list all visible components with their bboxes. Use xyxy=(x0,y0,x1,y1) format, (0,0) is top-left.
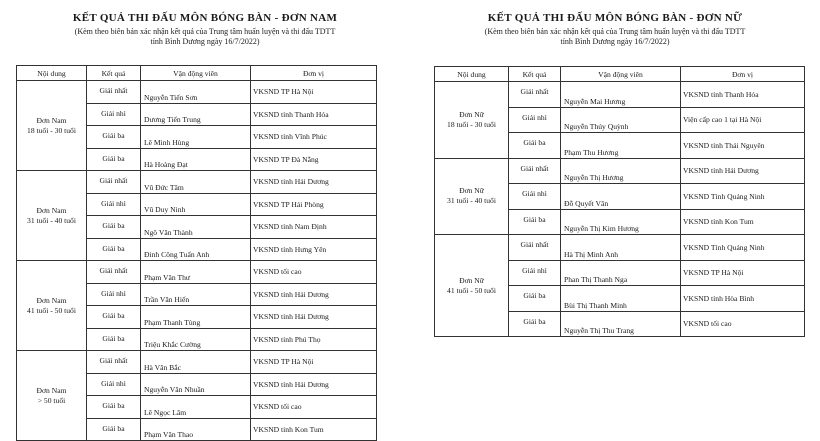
category-line1: Đơn Nam xyxy=(36,295,67,305)
women-subtitle-line2: tỉnh Bình Dương ngày 16/7/2022) xyxy=(560,37,670,46)
category-cell xyxy=(17,351,87,441)
result-cell: Giải ba xyxy=(87,126,141,149)
result-cell: Giải ba xyxy=(87,328,141,351)
result-cell: Giải nhất xyxy=(509,235,561,261)
category-line1: Đơn Nữ xyxy=(459,186,484,196)
category-line2: 18 tuổi - 30 tuổi xyxy=(27,125,76,135)
women-subtitle-line1: (Kèm theo biên bản xác nhận kết quả của Trung tâm huấn luyện và thi đấu TDTT xyxy=(484,27,746,36)
unit-cell: VKSND tỉnh Vĩnh Phúc xyxy=(251,126,377,149)
header-unit: Đơn vị xyxy=(681,67,805,82)
unit-cell: VKSND tỉnh Hải Dương xyxy=(251,283,377,306)
unit-cell: VKSND tỉnh Phú Thọ xyxy=(251,328,377,351)
table-row xyxy=(435,235,805,261)
athlete-cell: Nguyễn Văn Nhuần xyxy=(141,373,251,396)
header-content: Nội dung xyxy=(17,66,87,81)
unit-cell: VKSND tỉnh Kon Tum xyxy=(681,209,805,235)
category-line1: Đơn Nam xyxy=(36,385,67,395)
women-title: KẾT QUẢ THI ĐẤU MÔN BÓNG BÀN - ĐƠN NỮ xyxy=(487,12,743,24)
result-cell: Giải ba xyxy=(87,148,141,171)
athlete-cell: Nguyễn Thúy Quỳnh xyxy=(561,107,681,133)
athlete-cell: Hà Hoàng Đạt xyxy=(141,148,251,171)
unit-cell: VKSND tỉnh Thái Nguyên xyxy=(681,133,805,159)
unit-cell: VKSND tỉnh Hải Dương xyxy=(251,373,377,396)
result-cell: Giải ba xyxy=(509,311,561,337)
athlete-cell: Phạm Thu Hương xyxy=(561,133,681,159)
athlete-cell: Dương Tiến Trung xyxy=(141,103,251,126)
category-line1: Đơn Nữ xyxy=(459,109,484,119)
unit-cell: VKSND tỉnh Thanh Hóa xyxy=(251,103,377,126)
athlete-cell: Lê Ngọc Lâm xyxy=(141,396,251,419)
men-subtitle-line2: tỉnh Bình Dương ngày 16/7/2022) xyxy=(150,37,260,46)
result-cell: Giải nhì xyxy=(509,107,561,133)
result-cell: Giải ba xyxy=(509,133,561,159)
header-row xyxy=(435,67,805,82)
unit-cell: VKSND TP Hà Nội xyxy=(681,260,805,286)
athlete-cell: Vũ Đức Tâm xyxy=(141,171,251,194)
athlete-cell: Hà Văn Bắc xyxy=(141,351,251,374)
category-line2: 18 tuổi - 30 tuổi xyxy=(447,119,496,129)
header-content: Nội dung xyxy=(435,67,509,82)
header-athlete: Vận động viên xyxy=(141,66,251,81)
men-subtitle-line1: (Kèm theo biên bản xác nhận kết quả của Trung tâm huấn luyện và thi đấu TDTT xyxy=(74,27,336,36)
athlete-cell: Phan Thị Thanh Nga xyxy=(561,260,681,286)
unit-cell: VKSND Tỉnh Quảng Ninh xyxy=(681,235,805,261)
unit-cell: VKSND tối cao xyxy=(251,261,377,284)
result-cell: Giải ba xyxy=(87,306,141,329)
category-line2: 41 tuổi - 50 tuổi xyxy=(447,285,496,295)
result-cell: Giải nhất xyxy=(509,158,561,184)
unit-cell: Viện cấp cao 1 tại Hà Nội xyxy=(681,107,805,133)
athlete-cell: Ngô Văn Thành xyxy=(141,216,251,239)
category-cell xyxy=(17,171,87,261)
athlete-cell: Nguyễn Tiến Sơn xyxy=(141,81,251,104)
unit-cell: VKSND tỉnh Hải Dương xyxy=(681,158,805,184)
athlete-cell: Nguyễn Thị Kim Hương xyxy=(561,209,681,235)
table-row xyxy=(17,261,377,284)
result-cell: Giải ba xyxy=(509,209,561,235)
result-cell: Giải nhì xyxy=(509,260,561,286)
result-cell: Giải nhất xyxy=(87,81,141,104)
header-result: Kết quả xyxy=(509,67,561,82)
unit-cell: VKSND tỉnh Hưng Yên xyxy=(251,238,377,261)
unit-cell: VKSND TP Đà Nẵng xyxy=(251,148,377,171)
header-row xyxy=(17,66,377,81)
category-line2: 31 tuổi - 40 tuổi xyxy=(447,196,496,206)
unit-cell: VKSND tỉnh Kon Tum xyxy=(251,418,377,441)
unit-cell: VKSND tỉnh Thanh Hóa xyxy=(681,82,805,108)
result-cell: Giải ba xyxy=(87,396,141,419)
result-cell: Giải nhì xyxy=(87,373,141,396)
category-cell xyxy=(17,261,87,351)
unit-cell: VKSND tỉnh Hải Dương xyxy=(251,306,377,329)
athlete-cell: Triệu Khắc Cường xyxy=(141,328,251,351)
athlete-cell: Nguyễn Thị Thu Trang xyxy=(561,311,681,337)
unit-cell: VKSND tỉnh Nam Định xyxy=(251,216,377,239)
category-line1: Đơn Nam xyxy=(36,115,67,125)
men-results-table xyxy=(16,65,377,441)
result-cell: Giải nhất xyxy=(87,261,141,284)
category-line2: > 50 tuổi xyxy=(37,395,66,405)
table-row xyxy=(435,158,805,184)
athlete-cell: Vũ Duy Ninh xyxy=(141,193,251,216)
athlete-cell: Nguyễn Thị Hương xyxy=(561,158,681,184)
athlete-cell: Đinh Công Tuấn Anh xyxy=(141,238,251,261)
result-cell: Giải nhất xyxy=(87,171,141,194)
result-cell: Giải ba xyxy=(509,286,561,312)
category-line1: Đơn Nam xyxy=(36,205,67,215)
athlete-cell: Lê Minh Hùng xyxy=(141,126,251,149)
category-cell xyxy=(435,235,509,337)
unit-cell: VKSND TP Hà Nội xyxy=(251,351,377,374)
category-line1: Đơn Nữ xyxy=(459,275,484,285)
result-cell: Giải ba xyxy=(87,216,141,239)
header-unit: Đơn vị xyxy=(251,66,377,81)
athlete-cell: Đỗ Quyết Vân xyxy=(561,184,681,210)
result-cell: Giải nhất xyxy=(509,82,561,108)
unit-cell: VKSND tối cao xyxy=(681,311,805,337)
unit-cell: VKSND tỉnh Hòa Bình xyxy=(681,286,805,312)
category-cell xyxy=(435,158,509,235)
athlete-cell: Hà Thị Minh Anh xyxy=(561,235,681,261)
result-cell: Giải nhì xyxy=(87,103,141,126)
result-cell: Giải nhì xyxy=(509,184,561,210)
unit-cell: VKSND tỉnh Hải Dương xyxy=(251,171,377,194)
category-line2: 31 tuổi - 40 tuổi xyxy=(27,215,76,225)
result-cell: Giải nhì xyxy=(87,193,141,216)
athlete-cell: Bùi Thị Thanh Minh xyxy=(561,286,681,312)
women-results-table xyxy=(434,66,805,337)
athlete-cell: Trần Văn Hiến xyxy=(141,283,251,306)
athlete-cell: Phạm Văn Thư xyxy=(141,261,251,284)
category-cell xyxy=(435,82,509,159)
result-cell: Giải ba xyxy=(87,238,141,261)
header-athlete: Vận động viên xyxy=(561,67,681,82)
table-row xyxy=(17,171,377,194)
men-title: KẾT QUẢ THI ĐẤU MÔN BÓNG BÀN - ĐƠN NAM xyxy=(72,12,338,24)
result-cell: Giải nhì xyxy=(87,283,141,306)
category-line2: 41 tuổi - 50 tuổi xyxy=(27,305,76,315)
unit-cell: VKSND TP Hải Phòng xyxy=(251,193,377,216)
result-cell: Giải ba xyxy=(87,418,141,441)
table-row xyxy=(17,81,377,104)
athlete-cell: Phạm Thanh Tùng xyxy=(141,306,251,329)
result-cell: Giải nhất xyxy=(87,351,141,374)
table-row xyxy=(17,351,377,374)
unit-cell: VKSND TP Hà Nội xyxy=(251,81,377,104)
athlete-cell: Nguyễn Mai Hương xyxy=(561,82,681,108)
athlete-cell: Phạm Văn Thao xyxy=(141,418,251,441)
unit-cell: VKSND tối cao xyxy=(251,396,377,419)
header-result: Kết quả xyxy=(87,66,141,81)
table-row xyxy=(435,82,805,108)
category-cell xyxy=(17,81,87,171)
unit-cell: VKSND Tỉnh Quảng Ninh xyxy=(681,184,805,210)
